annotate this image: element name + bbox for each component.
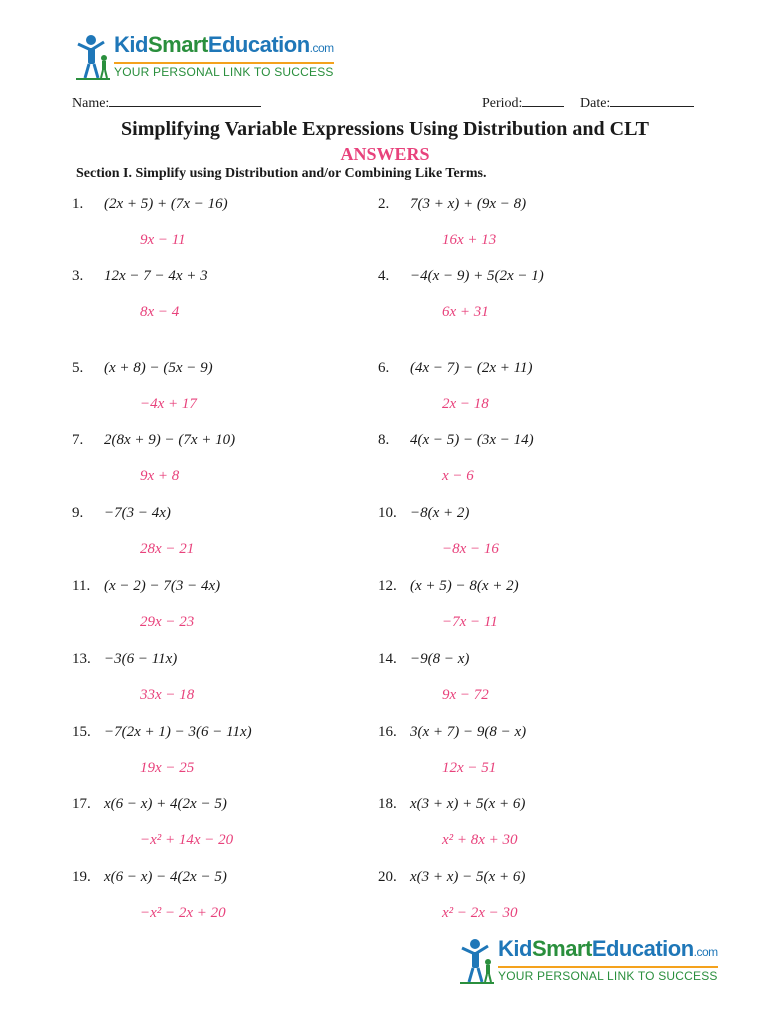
problem-number: 5. <box>72 360 84 376</box>
problem-14 <box>378 651 469 668</box>
problem-expression: x(3 + x) − 5(x + 6) <box>410 869 526 885</box>
problem-expression: −8(x + 2) <box>410 505 470 521</box>
problem-number: 7. <box>72 432 84 448</box>
problem-number: 4. <box>378 268 390 284</box>
answer-16: 12x − 51 <box>442 760 497 776</box>
problem-4 <box>378 268 544 285</box>
brand-tagline: YOUR PERSONAL LINK TO SUCCESS <box>498 966 718 983</box>
problem-number: 18. <box>378 796 397 812</box>
problem-expression: −3(6 − 11x) <box>104 651 178 667</box>
problem-expression: (x + 5) − 8(x + 2) <box>410 578 519 594</box>
name-blank[interactable] <box>109 94 261 107</box>
problem-number: 8. <box>378 432 390 448</box>
problem-number: 14. <box>378 651 397 667</box>
problem-expression: x(6 − x) + 4(2x − 5) <box>104 796 227 812</box>
problem-2 <box>378 196 526 213</box>
answer-15: 19x − 25 <box>140 760 195 776</box>
brand-tagline: YOUR PERSONAL LINK TO SUCCESS <box>114 62 334 79</box>
problem-13 <box>72 651 177 668</box>
problem-5 <box>72 360 213 377</box>
problem-16 <box>378 724 526 741</box>
answer-9: 28x − 21 <box>140 541 195 557</box>
problem-number: 17. <box>72 796 91 812</box>
kid-figure-logo-icon <box>74 32 112 80</box>
answer-11: 29x − 23 <box>140 614 195 630</box>
problem-number: 11. <box>72 578 91 594</box>
brand-name: KidSmartEducation.com <box>114 32 334 57</box>
answer-1: 9x − 11 <box>140 232 186 248</box>
problem-expression: 4(x − 5) − (3x − 14) <box>410 432 534 448</box>
answer-4: 6x + 31 <box>442 304 489 320</box>
brand-logo-bottom <box>458 936 718 984</box>
problem-15 <box>72 724 252 741</box>
answer-8: x − 6 <box>442 468 474 484</box>
brand-name: KidSmartEducation.com <box>498 936 718 961</box>
answer-18: x² + 8x + 30 <box>442 832 518 848</box>
problem-expression: x(6 − x) − 4(2x − 5) <box>104 869 227 885</box>
answer-14: 9x − 72 <box>442 687 489 703</box>
problem-expression: 12x − 7 − 4x + 3 <box>104 268 208 284</box>
problem-expression: −7(2x + 1) − 3(6 − 11x) <box>104 724 252 740</box>
problem-expression: (x + 8) − (5x − 9) <box>104 360 213 376</box>
problem-12 <box>378 578 519 595</box>
period-field: Period: <box>482 94 564 112</box>
answer-10: −8x − 16 <box>442 541 499 557</box>
answer-2: 16x + 13 <box>442 232 497 248</box>
problem-expression: −9(8 − x) <box>410 651 470 667</box>
problem-number: 15. <box>72 724 91 740</box>
answer-17: −x² + 14x − 20 <box>140 832 234 848</box>
problem-number: 12. <box>378 578 397 594</box>
problem-8 <box>378 432 534 449</box>
answers-heading: ANSWERS <box>340 144 430 164</box>
problem-7 <box>72 432 235 449</box>
problem-expression: x(3 + x) + 5(x + 6) <box>410 796 526 812</box>
problem-3 <box>72 268 208 285</box>
answer-12: −7x − 11 <box>442 614 498 630</box>
answer-5: −4x + 17 <box>140 396 197 412</box>
problem-19 <box>72 869 227 886</box>
date-field: Date: <box>580 94 694 112</box>
problem-6 <box>378 360 533 377</box>
answer-19: −x² − 2x + 20 <box>140 905 226 921</box>
problem-number: 3. <box>72 268 84 284</box>
problem-expression: 2(8x + 9) − (7x + 10) <box>104 432 236 448</box>
problem-expression: −7(3 − 4x) <box>104 505 171 521</box>
problem-number: 16. <box>378 724 397 740</box>
problem-number: 6. <box>378 360 390 376</box>
answer-3: 8x − 4 <box>140 304 180 320</box>
problem-expression: (2x + 5) + (7x − 16) <box>104 196 228 212</box>
problem-10 <box>378 505 469 522</box>
answer-7: 9x + 8 <box>140 468 180 484</box>
problem-number: 9. <box>72 505 84 521</box>
answer-13: 33x − 18 <box>140 687 195 703</box>
problem-1 <box>72 196 228 213</box>
worksheet-title: Simplifying Variable Expressions Using Distribution and CLT <box>121 118 649 140</box>
answer-6: 2x − 18 <box>442 396 489 412</box>
kid-figure-logo-icon <box>458 936 496 984</box>
problem-17 <box>72 796 227 813</box>
problem-expression: −4(x − 9) + 5(2x − 1) <box>410 268 544 284</box>
problem-number: 20. <box>378 869 397 885</box>
problem-20 <box>378 869 525 886</box>
problem-expression: 7(3 + x) + (9x − 8) <box>410 196 527 212</box>
problem-number: 10. <box>378 505 397 521</box>
problem-expression: (4x − 7) − (2x + 11) <box>410 360 533 376</box>
answer-20: x² − 2x − 30 <box>442 905 518 921</box>
problem-number: 1. <box>72 196 84 212</box>
problem-11 <box>72 578 220 595</box>
problem-expression: (x − 2) − 7(3 − 4x) <box>104 578 221 594</box>
date-blank[interactable] <box>610 94 694 107</box>
problem-number: 2. <box>378 196 390 212</box>
brand-logo-top <box>74 32 334 80</box>
period-blank[interactable] <box>522 94 564 107</box>
problem-number: 19. <box>72 869 91 885</box>
problem-9 <box>72 505 171 522</box>
name-field: Name: <box>72 94 261 112</box>
problem-number: 13. <box>72 651 91 667</box>
problem-expression: 3(x + 7) − 9(8 − x) <box>410 724 527 740</box>
problem-18 <box>378 796 525 813</box>
section-heading: Section I. Simplify using Distribution and/or Combining Like Terms. <box>76 166 487 181</box>
